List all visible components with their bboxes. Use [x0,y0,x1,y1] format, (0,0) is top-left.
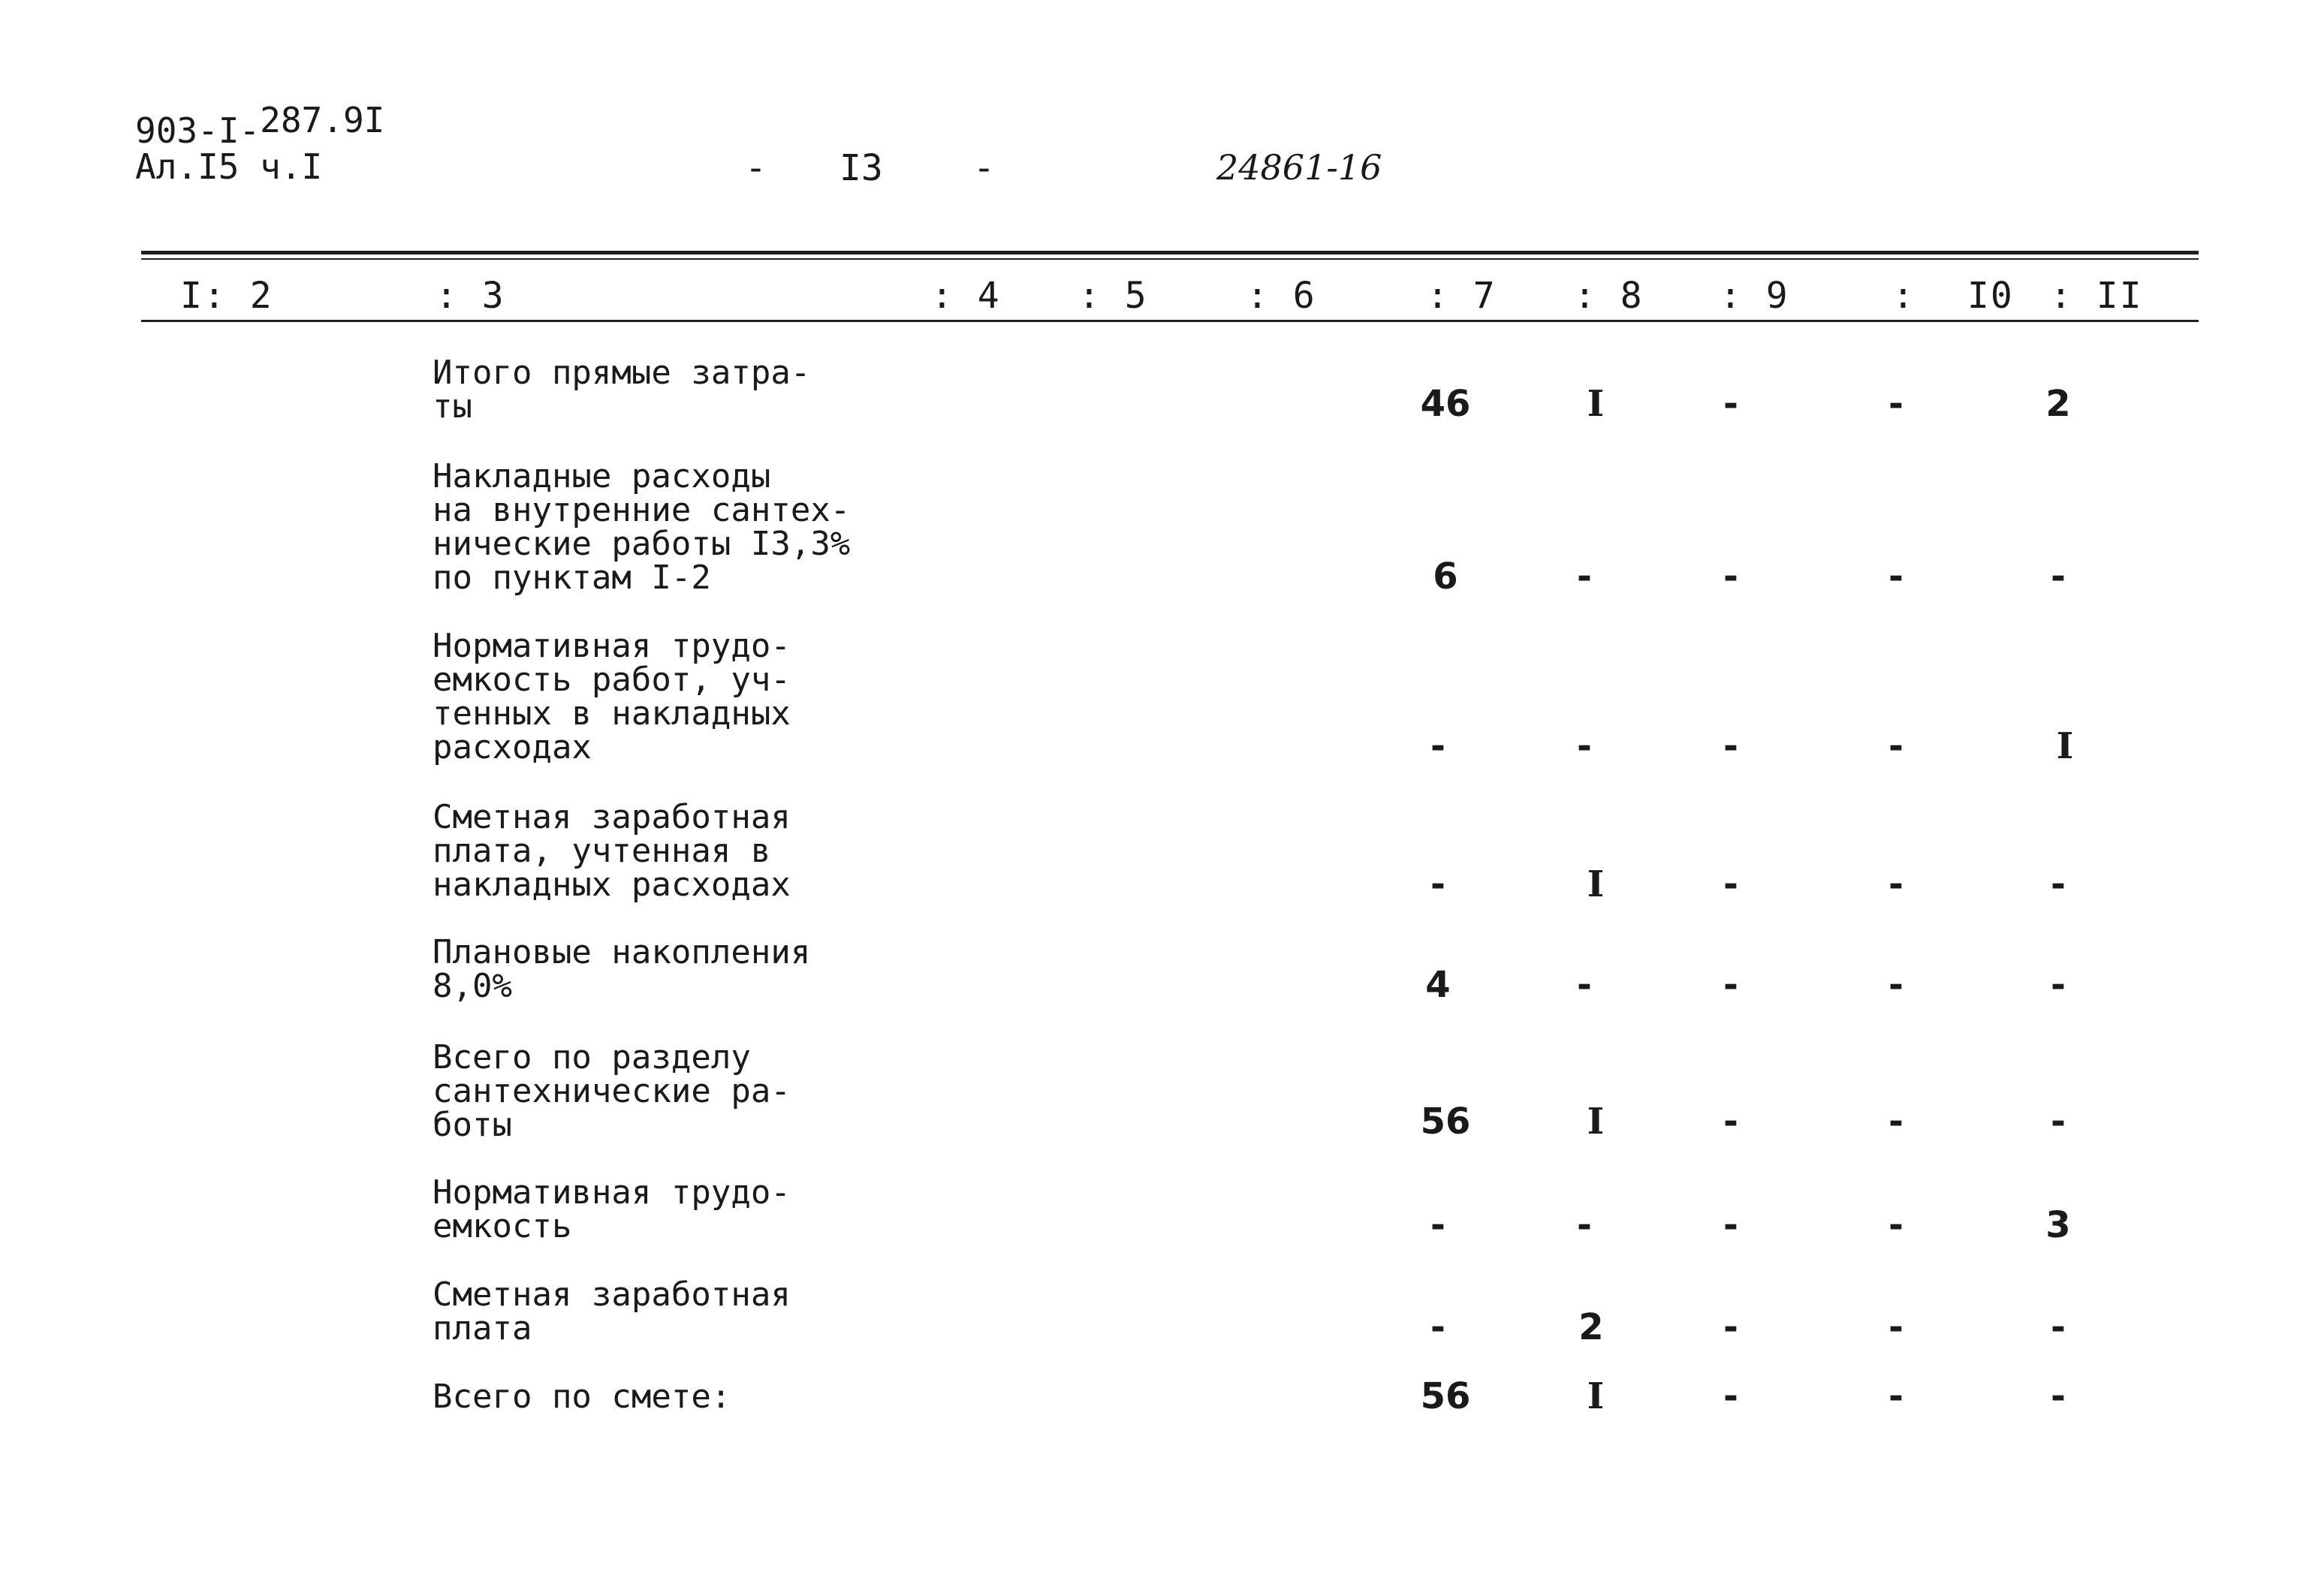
row-9-col-8: I [1587,1375,1605,1417]
row-1-description: Итого прямые затра- ты [433,354,811,426]
col-header-8: : 8 [1574,275,1644,317]
row-7-col-8: - [1577,1204,1592,1246]
row-6-col-8: I [1587,1101,1605,1143]
row-4-col-11: - [2051,863,2066,905]
row-4-col-9: - [1723,863,1738,905]
handwritten-reference: 24861-16 [1216,147,1382,188]
row-6-col-10: - [1889,1101,1904,1143]
row-8-col-11: - [2051,1306,2066,1348]
row-8-col-8: 2 [1578,1306,1604,1348]
col-header-3: : 3 [436,275,505,317]
row-4-description: Сметная заработная плата, учтенная в накладных расходах [433,798,791,904]
top-double-rule-2 [141,258,2199,260]
row-4-col-10: - [1889,863,1904,905]
col-header-4: : 4 [931,275,1001,317]
row-6-description: Всего по разделу сантехнические ра- боты [433,1038,791,1144]
row-8-col-7: - [1430,1306,1445,1348]
row-5-col-10: - [1889,964,1904,1006]
row-5-description: Плановые накопления 8,0% [433,933,811,1005]
row-5-col-7: 4 [1425,964,1451,1006]
row-6-col-9: - [1723,1101,1738,1143]
row-1-col-11: 2 [2045,383,2071,425]
col-header-9: : 9 [1720,275,1789,317]
page-number: I3 [840,147,883,189]
row-2-col-11: - [2051,556,2066,598]
row-2-description: Накладные расходы на внутренние сантех- нические работы I3,3% по пунктам I-2 [433,457,851,597]
row-2-col-7: 6 [1433,556,1458,598]
row-9-col-7: 56 [1420,1375,1471,1417]
col-header-11: : II [2050,275,2143,317]
row-9-col-9: - [1723,1375,1738,1417]
row-2-col-10: - [1889,556,1904,598]
col-header-1-2: I: 2 [180,275,273,317]
col-header-10: I0 [1967,275,2014,317]
album-reference: Ал.I5 ч.I [135,146,323,187]
row-7-col-10: - [1889,1204,1904,1246]
document-code [135,100,385,187]
row-5-col-9: - [1723,964,1738,1006]
col-header-separator: : [1892,275,1916,317]
row-2-col-8: - [1577,556,1592,598]
row-7-col-11: 3 [2045,1204,2071,1246]
row-1-col-7: 46 [1420,383,1471,425]
row-7-col-7: - [1430,1204,1445,1246]
row-8-description: Сметная заработная плата [433,1275,791,1348]
document-number-suffix: 287.9I [260,100,385,140]
row-3-description: Нормативная трудо- емкость работ, уч- тенных в накладных расходах [433,627,791,766]
row-4-col-8: I [1587,863,1605,905]
row-2-col-9: - [1723,556,1738,598]
col-header-5: : 5 [1078,275,1148,317]
row-9-description: Всего по смете: [433,1378,731,1416]
row-1-col-10: - [1889,383,1904,425]
row-3-col-11: I [2056,725,2074,767]
column-header-rule [141,320,2199,322]
row-1-col-8: I [1587,383,1605,425]
row-7-col-9: - [1723,1204,1738,1246]
row-5-col-8: - [1577,964,1592,1006]
document-number: 903-I- [135,110,261,151]
row-6-col-7: 56 [1420,1101,1471,1143]
row-4-col-7: - [1430,863,1445,905]
row-9-col-10: - [1889,1375,1904,1417]
page-dash-right: - [973,147,995,189]
row-8-col-9: - [1723,1306,1738,1348]
row-5-col-11: - [2051,964,2066,1006]
row-3-col-9: - [1723,725,1738,767]
row-9-col-11: - [2051,1375,2066,1417]
row-6-col-11: - [2051,1101,2066,1143]
row-8-col-10: - [1889,1306,1904,1348]
page-dash-left: - [745,147,767,189]
col-header-6: : 6 [1246,275,1316,317]
row-1-col-9: - [1723,383,1738,425]
row-3-col-7: - [1430,725,1445,767]
top-double-rule-1 [141,251,2199,254]
row-7-description: Нормативная трудо- емкость [433,1173,791,1245]
row-3-col-10: - [1889,725,1904,767]
row-3-col-8: - [1577,725,1592,767]
col-header-7: : 7 [1427,275,1497,317]
